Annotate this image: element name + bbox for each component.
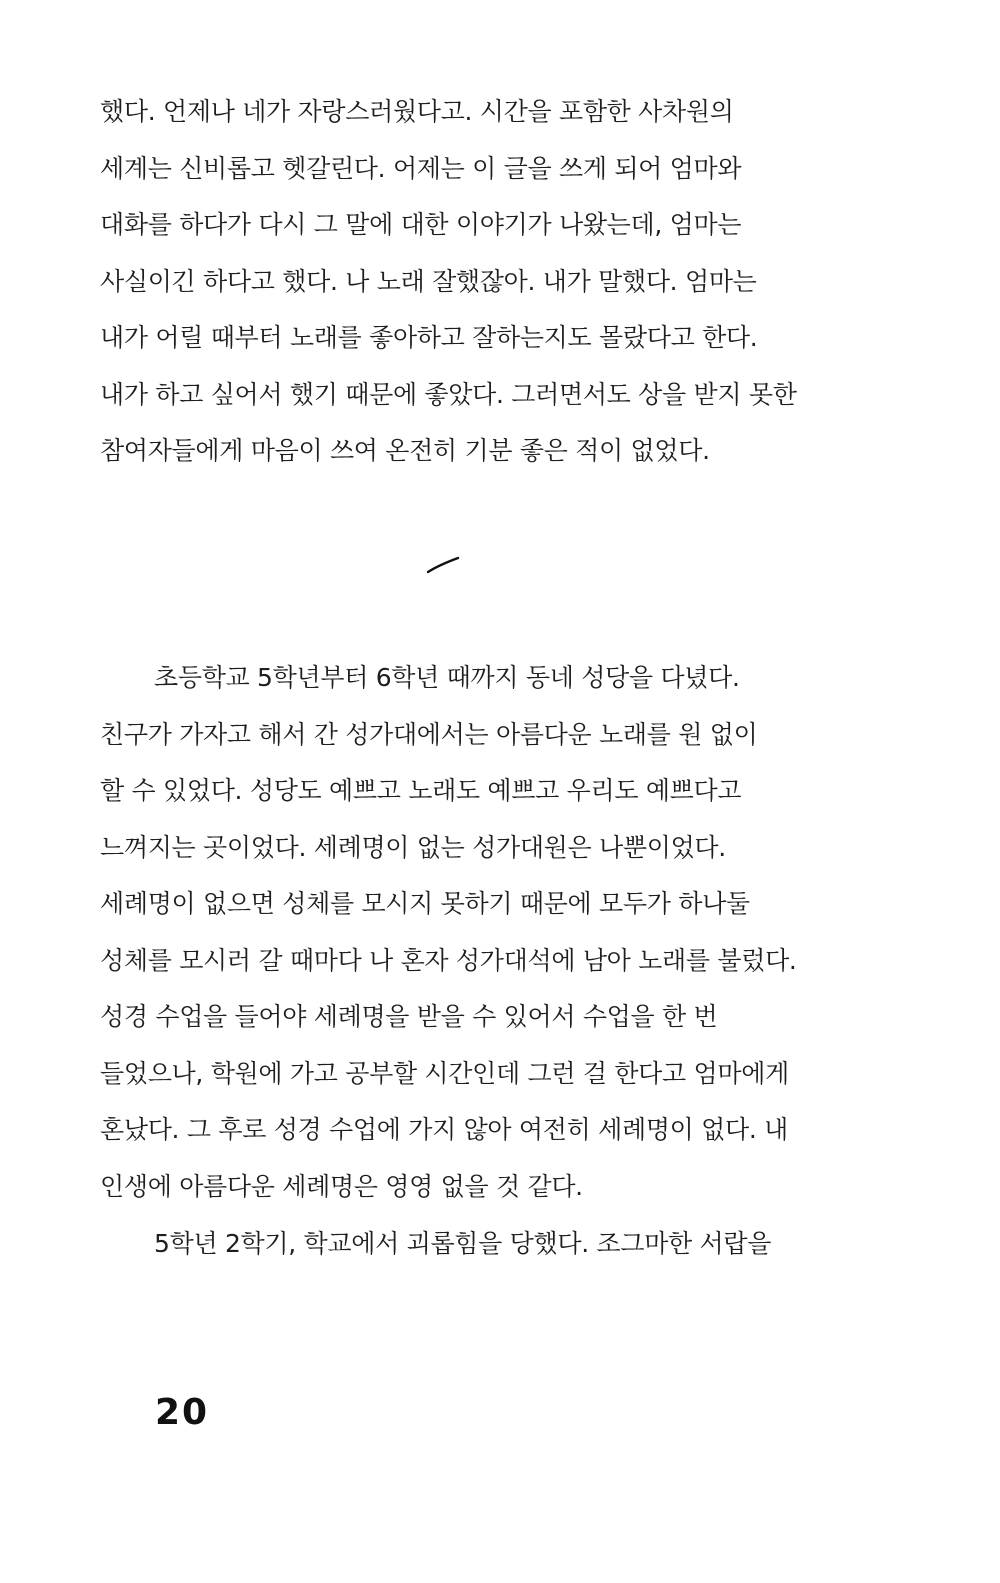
text-line: 참여자들에게 마음이 쓰여 온전히 기분 좋은 적이 없었다.	[100, 436, 710, 465]
text-line: 성체를 모시러 갈 때마다 나 혼자 성가대석에 남아 노래를 불렀다.	[100, 945, 797, 975]
paragraph-3	[100, 1216, 820, 1273]
text-line: 세계는 신비롭고 헷갈린다. 어제는 이 글을 쓰게 되어 엄마와	[100, 153, 742, 183]
paragraph-2	[100, 650, 820, 1215]
text-line: 세례명이 없으면 성체를 모시지 못하기 때문에 모두가 하나둘	[100, 889, 750, 918]
text-line: 혼났다. 그 후로 성경 수업에 가지 않아 여전히 세례명이 없다. 내	[100, 1115, 789, 1144]
text-line: 친구가 가자고 해서 간 성가대에서는 아름다운 노래를 원 없이	[100, 719, 758, 749]
text-line: 들었으나, 학원에 가고 공부할 시간인데 그런 걸 한다고 엄마에게	[100, 1058, 789, 1088]
text-line: 할 수 있었다. 성당도 예쁘고 노래도 예쁘고 우리도 예쁘다고	[100, 776, 742, 805]
text-line: 성경 수업을 들어야 세례명을 받을 수 있어서 수업을 한 번	[100, 1002, 718, 1031]
text-line: 사실이긴 하다고 했다. 나 노래 잘했잖아. 내가 말했다. 엄마는	[100, 266, 757, 296]
paragraph-1	[100, 84, 820, 480]
dash-ornament-icon	[425, 552, 461, 576]
text-line: 대화를 하다가 다시 그 말에 대한 이야기가 나왔는데, 엄마는	[100, 210, 742, 239]
text-line: 느껴지는 곳이었다. 세례명이 없는 성가대원은 나뿐이었다.	[100, 832, 726, 862]
text-line: 했다. 언제나 네가 자랑스러웠다고. 시간을 포함한 사차원의	[100, 97, 734, 126]
text-line: 인생에 아름다운 세례명은 영영 없을 것 같다.	[100, 1171, 583, 1201]
text-line: 5학년 2학기, 학교에서 괴롭힘을 당했다. 조그마한 서랍을	[154, 1229, 772, 1258]
text-line: 내가 하고 싶어서 했기 때문에 좋았다. 그러면서도 상을 받지 못한	[100, 379, 797, 409]
text-line: 초등학교 5학년부터 6학년 때까지 동네 성당을 다녔다.	[154, 663, 740, 692]
page-number: 20	[155, 1392, 210, 1433]
text-line: 내가 어릴 때부터 노래를 좋아하고 잘하는지도 몰랐다고 한다.	[100, 323, 758, 352]
